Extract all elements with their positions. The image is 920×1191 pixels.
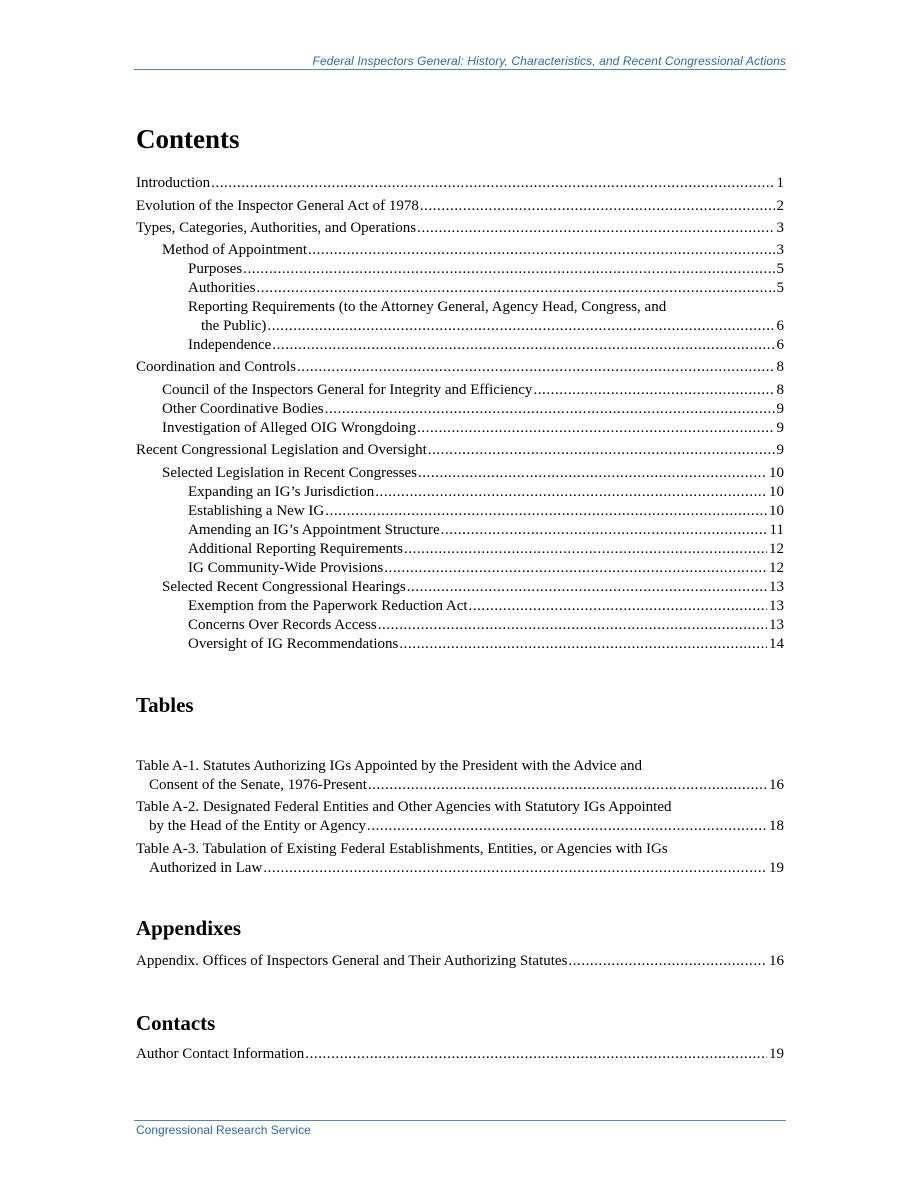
table-entry-title-line[interactable]: Table A-3. Tabulation of Existing Federal Establishments, Entities, or Agencies with IGs [136, 841, 668, 857]
table-entry-title-cont: Consent of the Senate, 1976-Present [149, 777, 367, 793]
appendixes-heading: Appendixes [136, 916, 242, 940]
toc-entry[interactable] [188, 279, 784, 298]
toc-entry-page: 9 [776, 442, 784, 458]
toc-entry-title: Purposes [188, 261, 243, 277]
dot-leader [325, 400, 775, 419]
dot-leader [418, 464, 767, 483]
dot-leader [211, 174, 774, 193]
header-rule [134, 69, 786, 70]
toc-entry[interactable] [136, 219, 784, 238]
footer-rule [134, 1120, 786, 1121]
toc-entry-title: Evolution of the Inspector General Act of 1978 [136, 198, 419, 214]
toc-entry-page: 10 [769, 484, 784, 500]
toc-entry-page: 13 [769, 579, 784, 595]
toc-entry-title: Independence [188, 337, 272, 353]
table-entry[interactable] [149, 817, 784, 836]
toc-entry[interactable] [188, 540, 784, 559]
tables-heading: Tables [136, 693, 194, 717]
table-entry-page: 19 [769, 860, 784, 876]
toc-entry-title: Types, Categories, Authorities, and Operations [136, 220, 417, 236]
table-entry-title-line[interactable]: Table A-2. Designated Federal Entities and Other Agencies with Statutory IGs Appointed [136, 799, 672, 815]
toc-entry-title-line[interactable]: Reporting Requirements (to the Attorney General, Agency Head, Congress, and [188, 299, 667, 315]
toc-entry[interactable] [188, 597, 784, 616]
toc-entry-title: Recent Congressional Legislation and Oversight [136, 442, 427, 458]
dot-leader [378, 616, 767, 635]
dot-leader [368, 776, 767, 795]
toc-entry-page: 13 [769, 617, 784, 633]
contacts-heading: Contacts [136, 1011, 216, 1035]
toc-entry-title: Council of the Inspectors General for Integrity and Efficiency [162, 382, 533, 398]
dot-leader [297, 358, 775, 377]
toc-entry-title: IG Community-Wide Provisions [188, 560, 384, 576]
table-entry[interactable] [149, 859, 784, 878]
toc-entry[interactable] [188, 483, 784, 502]
dot-leader [417, 219, 774, 238]
dot-leader [308, 241, 775, 260]
dot-leader [267, 317, 774, 336]
appendix-entry[interactable] [136, 952, 784, 971]
appendix-entry-title: Appendix. Offices of Inspectors General and Their Authorizing Statutes [136, 953, 568, 969]
dot-leader [325, 502, 767, 521]
toc-entry-title: Coordination and Controls [136, 359, 296, 375]
toc-entry-title: Amending an IG’s Appointment Structure [188, 522, 440, 538]
dot-leader [263, 859, 767, 878]
toc-entry[interactable] [162, 241, 784, 260]
toc-entry-title: Oversight of IG Recommendations [188, 636, 399, 652]
toc-entry-page: 1 [776, 175, 784, 191]
toc-entry-title: Additional Reporting Requirements [188, 541, 403, 557]
toc-entry[interactable] [136, 441, 784, 460]
dot-leader [420, 197, 775, 216]
dot-leader [428, 441, 775, 460]
dot-leader [305, 1045, 767, 1064]
table-entry-title-cont: by the Head of the Entity or Agency [149, 818, 367, 834]
toc-entry-title: Concerns Over Records Access [188, 617, 377, 633]
toc-entry-page: 3 [776, 242, 784, 258]
toc-entry-page: 6 [776, 318, 784, 334]
toc-entry-title: Establishing a New IG [188, 503, 325, 519]
toc-entry-title: Exemption from the Paperwork Reduction Act [188, 598, 468, 614]
toc-entry[interactable] [136, 174, 784, 193]
toc-entry-page: 8 [776, 359, 784, 375]
toc-entry[interactable] [162, 464, 784, 483]
table-entry[interactable] [149, 776, 784, 795]
toc-entry-page: 12 [769, 560, 784, 576]
contact-entry[interactable] [136, 1045, 784, 1064]
toc-entry-title: Selected Recent Congressional Hearings [162, 579, 406, 595]
contact-entry-page: 19 [769, 1046, 784, 1062]
table-entry-page: 16 [769, 777, 784, 793]
dot-leader [568, 952, 767, 971]
toc-entry[interactable] [188, 502, 784, 521]
dot-leader [404, 540, 767, 559]
contact-entry-title: Author Contact Information [136, 1046, 305, 1062]
dot-leader [441, 521, 768, 540]
toc-entry-title: Authorities [188, 280, 256, 296]
dot-leader [375, 483, 767, 502]
contents-heading: Contents [136, 124, 240, 154]
toc-entry[interactable] [188, 616, 784, 635]
toc-entry[interactable] [188, 336, 784, 355]
toc-entry-page: 14 [769, 636, 784, 652]
dot-leader [257, 279, 775, 298]
toc-entry-page: 5 [776, 261, 784, 277]
toc-entry[interactable] [136, 358, 784, 377]
dot-leader [272, 336, 774, 355]
toc-entry[interactable] [188, 635, 784, 654]
dot-leader [243, 260, 774, 279]
toc-entry[interactable] [136, 197, 784, 216]
toc-entry-title: Other Coordinative Bodies [162, 401, 324, 417]
toc-entry-page: 11 [769, 522, 784, 538]
dot-leader [399, 635, 767, 654]
toc-entry[interactable] [162, 419, 784, 438]
toc-entry-page: 10 [769, 465, 784, 481]
toc-entry-title: Introduction [136, 175, 211, 191]
toc-entry-page: 8 [776, 382, 784, 398]
dot-leader [367, 817, 767, 836]
toc-entry[interactable] [201, 317, 784, 336]
toc-entry[interactable] [162, 400, 784, 419]
toc-entry-title: Method of Appointment [162, 242, 307, 258]
dot-leader [407, 578, 767, 597]
toc-entry-title: Expanding an IG’s Jurisdiction [188, 484, 375, 500]
toc-entry[interactable] [188, 521, 784, 540]
toc-entry-page: 2 [776, 198, 784, 214]
toc-entry-page: 10 [769, 503, 784, 519]
toc-entry-title: Investigation of Alleged OIG Wrongdoing [162, 420, 417, 436]
toc-entry[interactable] [162, 381, 784, 400]
table-entry-title-cont: Authorized in Law [149, 860, 263, 876]
toc-entry-page: 6 [776, 337, 784, 353]
toc-entry-title: Selected Legislation in Recent Congresses [162, 465, 417, 481]
toc-entry-page: 12 [769, 541, 784, 557]
dot-leader [417, 419, 774, 438]
toc-entry[interactable] [188, 260, 784, 279]
toc-entry[interactable] [162, 578, 784, 597]
footer-text: Congressional Research Service [136, 1123, 311, 1137]
dot-leader [469, 597, 767, 616]
dot-leader [533, 381, 774, 400]
table-entry-title-line[interactable]: Table A-1. Statutes Authorizing IGs Appointed by the President with the Advice and [136, 758, 642, 774]
toc-entry-page: 9 [776, 420, 784, 436]
appendix-entry-page: 16 [769, 953, 784, 969]
toc-entry-page: 5 [776, 280, 784, 296]
toc-entry-page: 3 [776, 220, 784, 236]
dot-leader [384, 559, 767, 578]
toc-entry[interactable] [188, 559, 784, 578]
running-header: Federal Inspectors General: History, Characteristics, and Recent Congressional Actions [312, 54, 786, 68]
toc-entry-page: 9 [776, 401, 784, 417]
toc-entry-page: 13 [769, 598, 784, 614]
toc-entry-title-cont: the Public) [201, 318, 267, 334]
table-entry-page: 18 [769, 818, 784, 834]
